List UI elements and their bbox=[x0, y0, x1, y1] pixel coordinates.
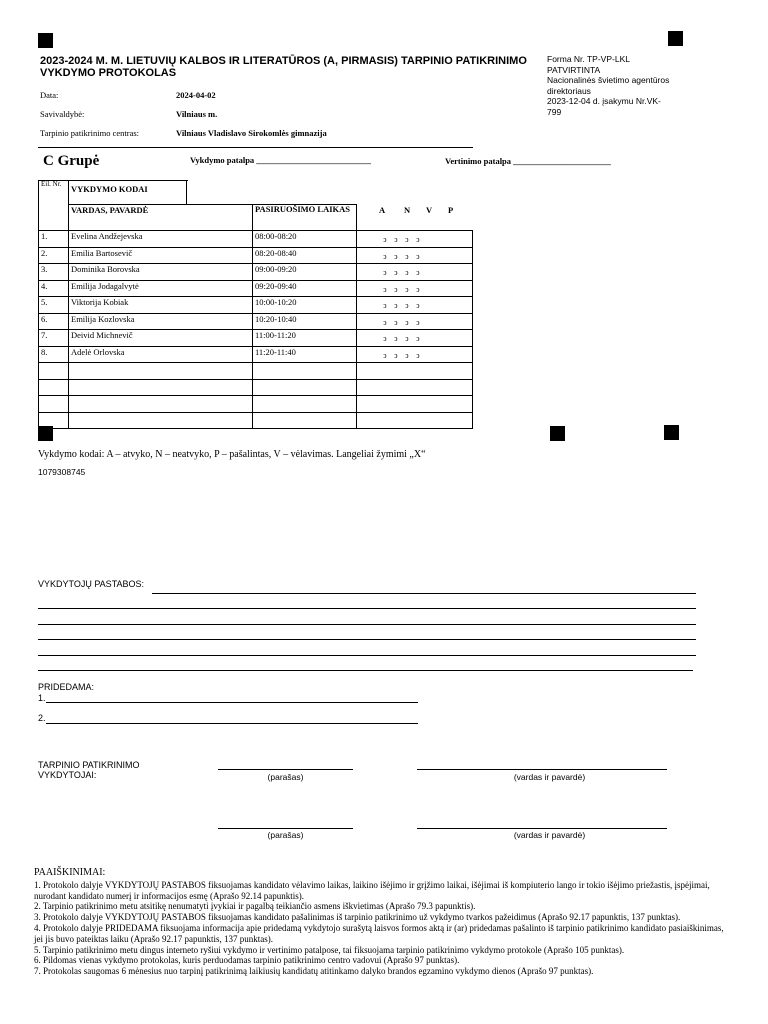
row-name: Evelina Andžejevska bbox=[69, 231, 253, 248]
time-header: PASIRUOŠIMO LAIKAS bbox=[253, 205, 357, 231]
row-number: 6. bbox=[39, 313, 69, 330]
code-checkbox[interactable]: ↄ bbox=[383, 235, 387, 244]
table-row bbox=[39, 363, 473, 380]
row-name: Viktorija Kobiak bbox=[69, 297, 253, 314]
code-checkbox[interactable]: ↄ bbox=[383, 268, 387, 277]
signature-line bbox=[218, 769, 353, 770]
code-checkbox[interactable]: ↄ bbox=[405, 301, 409, 310]
row-codes[interactable] bbox=[357, 346, 473, 363]
row-codes bbox=[357, 396, 473, 413]
code-checkbox[interactable]: ↄ bbox=[416, 284, 420, 294]
row-number: 4. bbox=[39, 280, 69, 297]
row-time: 08:20-08:40 bbox=[253, 247, 357, 264]
remarks-line bbox=[152, 593, 696, 594]
table-row bbox=[39, 280, 473, 297]
document-title: 2023-2024 M. M. LIETUVIŲ KALBOS IR LITERATŪROS (A, PIRMASIS) TARPINIO PATIKRINIMO VYKDYMO PROTOKOLAS bbox=[40, 55, 527, 79]
code-checkbox[interactable]: ↄ bbox=[394, 301, 398, 310]
executors-label bbox=[38, 760, 140, 780]
remarks-line bbox=[38, 655, 696, 656]
note-item: 6. Pildomas vienas vykdymo protokolas, kuris perduodamas tarpinio patikrinimo centro vadovui (Aprašo 97 punktas). bbox=[34, 955, 460, 966]
table-row bbox=[39, 313, 473, 330]
form-info-line: Forma Nr. TP-VP-LKL bbox=[547, 54, 630, 64]
code-col-n: N bbox=[404, 204, 411, 215]
row-time bbox=[253, 412, 357, 429]
code-checkbox[interactable]: ↄ bbox=[394, 334, 398, 343]
row-number bbox=[39, 379, 69, 396]
form-info-line: PATVIRTINTA bbox=[547, 64, 601, 75]
row-number bbox=[39, 396, 69, 413]
row-codes[interactable] bbox=[357, 280, 473, 297]
code-checkbox[interactable]: ↄ bbox=[383, 350, 387, 360]
table-row bbox=[39, 330, 473, 347]
code-checkbox[interactable]: ↄ bbox=[405, 350, 409, 360]
row-time: 09:20-09:40 bbox=[253, 280, 357, 297]
table-row bbox=[39, 346, 473, 363]
code-checkbox[interactable]: ↄ bbox=[416, 350, 420, 360]
executors-label-line: TARPINIO PATIKRINIMO bbox=[38, 760, 140, 770]
code-checkbox[interactable]: ↄ bbox=[405, 284, 409, 294]
remarks-line bbox=[38, 624, 696, 625]
code-checkbox[interactable]: ↄ bbox=[405, 317, 409, 327]
code-col-v: V bbox=[426, 204, 433, 215]
code-checkbox[interactable]: ↄ bbox=[383, 317, 387, 327]
signature-caption: (parašas) bbox=[267, 772, 304, 782]
row-time bbox=[253, 363, 357, 380]
remarks-line bbox=[38, 670, 693, 671]
form-info-line: direktoriaus bbox=[547, 85, 591, 96]
venue-label: Vykdymo patalpa ___________________________ bbox=[190, 155, 372, 165]
center-value: Vilniaus Vladislavo Sirokomlės gimnazija bbox=[176, 128, 327, 138]
row-number: 8. bbox=[39, 346, 69, 363]
municipality-value: Vilniaus m. bbox=[176, 109, 218, 119]
code-checkbox[interactable]: ↄ bbox=[405, 268, 409, 277]
row-codes bbox=[357, 363, 473, 380]
row-time: 11:00-11:20 bbox=[253, 330, 357, 347]
note-item: 7. Protokolas saugomas 6 mėnesius nuo tarpinį patikrinimą laikiusių kandidatų atitinkamo dalyko brandos egzamino vykdymo dienos (Aprašo 97 punktas). bbox=[34, 966, 594, 977]
table-row bbox=[39, 379, 473, 396]
row-codes bbox=[357, 379, 473, 396]
form-info-line: Nacionalinės švietimo agentūros bbox=[547, 75, 670, 85]
note-item: 3. Protokolo dalyje VYKDYTOJŲ PASTABOS fiksuojamas kandidato pašalinimas iš tarpinio patikrinimo už vykdymo tvarkos pažeidimus (Aprašo 92.17 papunktis, 137 punktas). bbox=[34, 912, 681, 923]
row-name: Emilia Bartosevič bbox=[69, 247, 253, 264]
center-label: Tarpinio patikrinimo centras: bbox=[40, 128, 140, 138]
row-codes[interactable] bbox=[357, 330, 473, 347]
attached-line bbox=[46, 723, 418, 724]
row-name: Deivid Michnevič bbox=[69, 330, 253, 347]
code-checkbox[interactable]: ↄ bbox=[416, 251, 420, 261]
table-row bbox=[39, 297, 473, 314]
row-name bbox=[69, 412, 253, 429]
candidates-table bbox=[38, 180, 473, 429]
row-name: Adelė Orlovska bbox=[69, 346, 253, 363]
registration-mark-top-right bbox=[668, 31, 683, 46]
code-checkbox[interactable]: ↄ bbox=[394, 268, 398, 277]
registration-mark-mid-center bbox=[550, 426, 565, 441]
row-time: 10:00-10:20 bbox=[253, 297, 357, 314]
code-checkbox[interactable]: ↄ bbox=[383, 301, 387, 310]
row-number: 3. bbox=[39, 264, 69, 281]
row-time: 11:20-11:40 bbox=[253, 346, 357, 363]
code-checkbox[interactable]: ↄ bbox=[405, 235, 409, 244]
code-checkbox[interactable]: ↄ bbox=[405, 334, 409, 343]
form-info-line: 2023-12-04 d. įsakymu Nr.VK- bbox=[547, 96, 661, 106]
note-item: 5. Tarpinio patikrinimo metu dingus interneto ryšiui vykdymo ir vertinimo patalpose, tai fiksuojama tarpinio patikrinimo vykdymo protokole (Aprašo 105 punktas). bbox=[34, 944, 625, 955]
attached-line bbox=[46, 702, 418, 703]
code-checkbox[interactable]: ↄ bbox=[383, 284, 387, 294]
no-header: Eil. Nr. bbox=[39, 181, 69, 231]
row-name bbox=[69, 363, 253, 380]
row-number: 2. bbox=[39, 247, 69, 264]
signature-line bbox=[218, 828, 353, 829]
attached-item-2: 2. bbox=[38, 713, 46, 723]
date-value: 2024-04-02 bbox=[176, 90, 216, 100]
code-checkbox[interactable]: ↄ bbox=[405, 251, 409, 261]
row-number bbox=[39, 412, 69, 429]
form-info bbox=[547, 54, 677, 117]
group-title: C Grupė bbox=[43, 153, 100, 169]
row-name bbox=[69, 396, 253, 413]
code-checkbox[interactable]: ↄ bbox=[394, 350, 398, 360]
code-checkbox[interactable]: ↄ bbox=[416, 317, 420, 327]
document-number: 1079308745 bbox=[38, 467, 86, 477]
signature-caption: (parašas) bbox=[267, 830, 304, 840]
remarks-line bbox=[38, 639, 696, 640]
row-number bbox=[39, 363, 69, 380]
form-info-line: 799 bbox=[547, 106, 562, 117]
table-row bbox=[39, 247, 473, 264]
code-col-a: A bbox=[379, 204, 386, 215]
note-item: 2. Tarpinio patikrinimo metu atsitikę nenumatyti įvykiai ir pagalbą teikiančio asmens iškvietimas (Aprašo 79.3 papunktis). bbox=[34, 901, 476, 912]
name-caption: (vardas ir pavardė) bbox=[513, 772, 586, 782]
note-item: 1. Protokolo dalyje VYKDYTOJŲ PASTABOS fiksuojamas kandidato vėlavimo laikas, laikino išėjimo ir grįžimo laikai, išėjimai iš kompiuterio lango ir tokio išėjimo priežastis, įspėjimai, nurodant kandidato numerį ir informacijos esmę (Aprašo 92.14 papunktis). bbox=[34, 879, 710, 901]
code-checkbox[interactable]: ↄ bbox=[394, 284, 398, 294]
code-col-p: P bbox=[448, 204, 454, 215]
code-checkbox[interactable]: ↄ bbox=[394, 317, 398, 327]
row-codes[interactable] bbox=[357, 313, 473, 330]
row-codes[interactable] bbox=[357, 247, 473, 264]
name-caption: (vardas ir pavardė) bbox=[513, 830, 586, 840]
row-name: Dominika Borovska bbox=[69, 264, 253, 281]
name-header: VARDAS, PAVARDĖ bbox=[69, 205, 253, 231]
row-number: 5. bbox=[39, 297, 69, 314]
attached-item-1: 1. bbox=[38, 693, 46, 703]
row-number: 1. bbox=[39, 231, 69, 248]
row-time bbox=[253, 379, 357, 396]
date-label: Data: bbox=[40, 90, 59, 100]
evaluation-room-label: Vertinimo patalpa _______________________ bbox=[445, 156, 611, 166]
table-row bbox=[39, 396, 473, 413]
code-columns-header bbox=[357, 205, 473, 231]
row-time: 09:00-09:20 bbox=[253, 264, 357, 281]
row-name: Emilija Kozlovska bbox=[69, 313, 253, 330]
code-checkbox[interactable]: ↄ bbox=[394, 235, 398, 244]
registration-mark-mid-right bbox=[664, 425, 679, 440]
row-time bbox=[253, 396, 357, 413]
row-codes[interactable] bbox=[357, 297, 473, 314]
row-codes[interactable] bbox=[357, 264, 473, 281]
code-checkbox[interactable]: ↄ bbox=[416, 268, 420, 277]
row-name bbox=[69, 379, 253, 396]
code-checkbox[interactable]: ↄ bbox=[383, 251, 387, 261]
notes-title: PAAIŠKINIMAI: bbox=[34, 867, 106, 878]
name-line bbox=[417, 828, 667, 829]
attached-label: PRIDEDAMA: bbox=[38, 682, 95, 692]
table-row bbox=[39, 231, 473, 248]
notes-section bbox=[34, 868, 734, 977]
header-divider bbox=[38, 147, 473, 148]
codes-header: VYKDYMO KODAI bbox=[69, 181, 187, 205]
remarks-line bbox=[38, 608, 696, 609]
row-name: Emilija Jodagalvytė bbox=[69, 280, 253, 297]
table-bottom-line bbox=[38, 428, 473, 429]
row-time: 08:00-08:20 bbox=[253, 231, 357, 248]
row-codes bbox=[357, 412, 473, 429]
code-checkbox[interactable]: ↄ bbox=[394, 251, 398, 261]
row-time: 10:20-10:40 bbox=[253, 313, 357, 330]
municipality-label: Savivaldybė: bbox=[40, 109, 85, 119]
code-checkbox[interactable]: ↄ bbox=[416, 235, 420, 244]
registration-mark-top-left bbox=[38, 33, 53, 48]
code-checkbox[interactable]: ↄ bbox=[383, 334, 387, 343]
row-number: 7. bbox=[39, 330, 69, 347]
note-item: 4. Protokolo dalyje PRIDEDAMA fiksuojama informacija apie pridedamą vykdytojo surašytą laisvos formos aktą ir (ar) pridedamas pašalinto iš tarpinio patikrinimo kandidato pasiaiškinimas, jei jis buvo pateiktas laiku (Aprašo 92.17 papunktis, 137 punktas). bbox=[34, 922, 724, 944]
code-checkbox[interactable]: ↄ bbox=[416, 301, 420, 310]
name-line bbox=[417, 769, 667, 770]
remarks-label: VYKDYTOJŲ PASTABOS: bbox=[38, 579, 145, 589]
code-checkbox[interactable]: ↄ bbox=[416, 334, 420, 343]
executors-label-line: VYKDYTOJAI: bbox=[38, 770, 97, 780]
row-codes[interactable] bbox=[357, 231, 473, 248]
table-row bbox=[39, 264, 473, 281]
table-row bbox=[39, 412, 473, 429]
codes-legend: Vykdymo kodai: A – atvyko, N – neatvyko, P – pašalintas, V – vėlavimas. Langeliai žymimi „X“ bbox=[38, 449, 426, 460]
